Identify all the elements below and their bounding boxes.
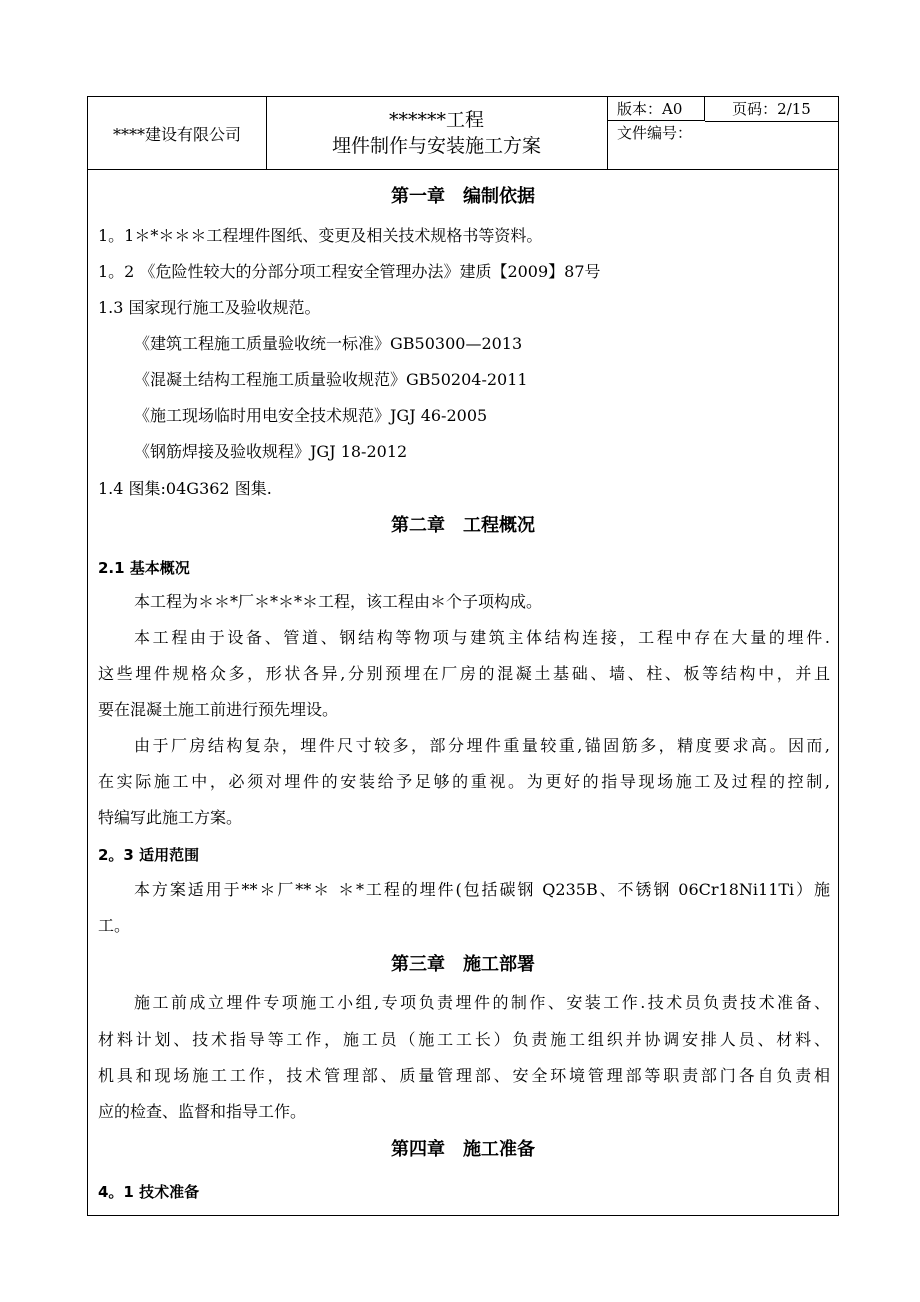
section-2-1-heading: 2.1 基本概况 <box>98 559 190 577</box>
paragraph-2-b-line: 本工程由于设备、管道、钢结构等物项与建筑主体结构连接，工程中存在大量的埋件. <box>134 628 830 647</box>
chapter-3-title: 第三章 施工部署 <box>391 954 535 975</box>
paragraph-1-3: 1.3 国家现行施工及验收规范。 <box>98 298 321 317</box>
paragraph-3-line: 施工前成立埋件专项施工小组,专项负责埋件的制作、安装工作.技术员负责技术准备、 <box>134 993 830 1012</box>
paragraph-3-line: 机具和现场施工工作，技术管理部、质量管理部、安全环境管理部等职责部门各自负责相 <box>98 1066 830 1085</box>
chapter-4-title: 第四章 施工准备 <box>391 1139 535 1160</box>
paragraph-2-c-line: 在实际施工中，必须对埋件的安装给予足够的重视。为更好的指导现场施工及过程的控制, <box>98 772 830 791</box>
standard-item: 《混凝土结构工程施工质量验收规范》GB50204-2011 <box>134 370 528 389</box>
paragraph-2-b-line: 这些埋件规格众多，形状各异,分别预埋在厂房的混凝土基础、墙、柱、板等结构中，并且 <box>98 664 830 683</box>
document-header-table <box>87 96 839 170</box>
version-cell: 版本：A0 <box>607 97 705 121</box>
standard-item: 《建筑工程施工质量验收统一标准》GB50300—2013 <box>134 334 523 353</box>
paragraph-1-4: 1.4 图集:04G362 图集. <box>98 479 272 498</box>
company-name: ****建设有限公司 <box>88 97 267 169</box>
paragraph-3-line: 应的检查、监督和指导工作。 <box>98 1102 307 1121</box>
document-title-cell <box>266 97 608 169</box>
chapter-1-title: 第一章 编制依据 <box>391 186 535 207</box>
paragraph-2-b-line: 要在混凝土施工前进行预先埋设。 <box>98 700 339 719</box>
paragraph-2-a: 本工程为＊＊*厂＊*＊*＊工程，该工程由＊个子项构成。 <box>134 592 543 611</box>
paragraph-1-1: 1。1＊*＊＊＊工程埋件图纸、变更及相关技术规格书等资料。 <box>98 226 543 245</box>
standard-item: 《施工现场临时用电安全技术规范》JGJ 46-2005 <box>134 406 488 425</box>
page-number-cell: 页码：2/15 <box>705 97 838 122</box>
paragraph-3-line: 材料计划、技术指导等工作，施工员（施工工长）负责施工组织并协调安排人员、材料、 <box>98 1030 830 1049</box>
standard-item: 《钢筋焊接及验收规程》JGJ 18-2012 <box>134 442 408 461</box>
paragraph-2-c-line: 特编写此施工方案。 <box>98 808 243 827</box>
section-2-3-heading: 2。3 适用范围 <box>98 846 200 864</box>
document-body <box>87 170 839 1216</box>
paragraph-1-2: 1。2 《危险性较大的分部分项工程安全管理办法》建质【2009】87号 <box>98 262 601 281</box>
paragraph-2-d-line: 本方案适用于**＊厂**＊ ＊*工程的埋件(包括碳钢 Q235B、不锈钢 06Cr18Ni11Ti）施 <box>134 880 830 899</box>
file-number-cell: 文件编号： <box>617 124 693 142</box>
chapter-2-title: 第二章 工程概况 <box>391 515 535 536</box>
paragraph-2-c-line: 由于厂房结构复杂，埋件尺寸较多，部分埋件重量较重,锚固筋多，精度要求高。因而, <box>134 736 830 755</box>
paragraph-2-d-line: 工。 <box>98 916 131 935</box>
project-name: ******工程 <box>388 109 484 131</box>
section-4-1-heading: 4。1 技术准备 <box>98 1183 200 1201</box>
document-title: 埋件制作与安装施工方案 <box>331 135 541 157</box>
